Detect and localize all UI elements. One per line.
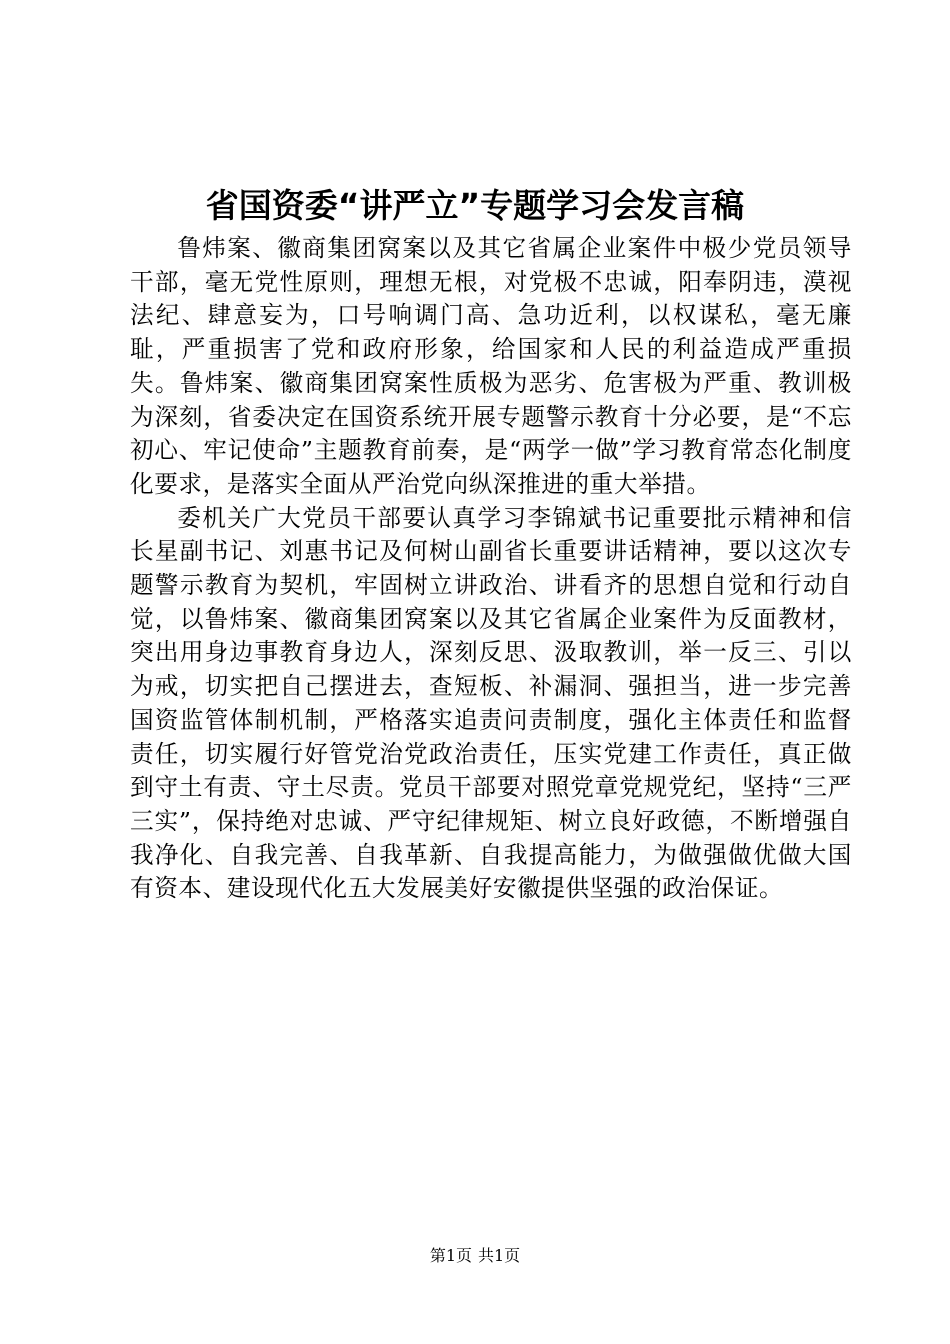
page-title: 省国资委“讲严立”专题学习会发言稿 (205, 186, 745, 225)
page-footer (0, 1244, 950, 1268)
paragraph-2: 委机关广大党员干部要认真学习李锦斌书记重要批示精神和信长星副书记、刘惠书记及何树山副省长重要讲话精神，要以这次专题警示教育为契机，牢固树立讲政治、讲看齐的思想自觉和行动自觉，以鲁炜案、徽商集团窝案以及其它省属企业案件为反面教材，突出用身边事教育身边人，深刻反思、汲取教训，举一反三、引以为戒，切实把自己摆进去，查短板、补漏洞、强担当，进一步完善国资监管体制机制，严格落实追责问责制度，强化主体责任和监督责任，切实履行好管党治党政治责任，压实党建工作责任，真正做到守土有责、守土尽责。党员干部要对照党章党规党纪，坚持“三严三实”，保持绝对忠诚、严守纪律规矩、树立良好政德，不断增强自我净化、自我完善、自我革新、自我提高能力，为做强做优做大国有资本、建设现代化五大发展美好安徽提供坚强的政治保证。 (130, 503, 852, 903)
page-number-current: 第1页 (429, 1246, 472, 1265)
document-body (130, 232, 852, 906)
paragraph-1: 鲁炜案、徽商集团窝案以及其它省属企业案件中极少党员领导干部，毫无党性原则，理想无根，对党极不忠诚，阳奉阴违，漠视法纪、肆意妄为，口号响调门高、急功近利，以权谋私，毫无廉耻，严重损害了党和政府形象，给国家和人民的利益造成严重损失。鲁炜案、徽商集团窝案性质极为恶劣、危害极为严重、教训极为深刻，省委决定在国资系统开展专题警示教育十分必要，是“不忘初心、牢记使命”主题教育前奏，是“两学一做”学习教育常态化制度化要求，是落实全面从严治党向纵深推进的重大举措。 (130, 234, 852, 498)
page-number-total: 共1页 (478, 1246, 521, 1265)
